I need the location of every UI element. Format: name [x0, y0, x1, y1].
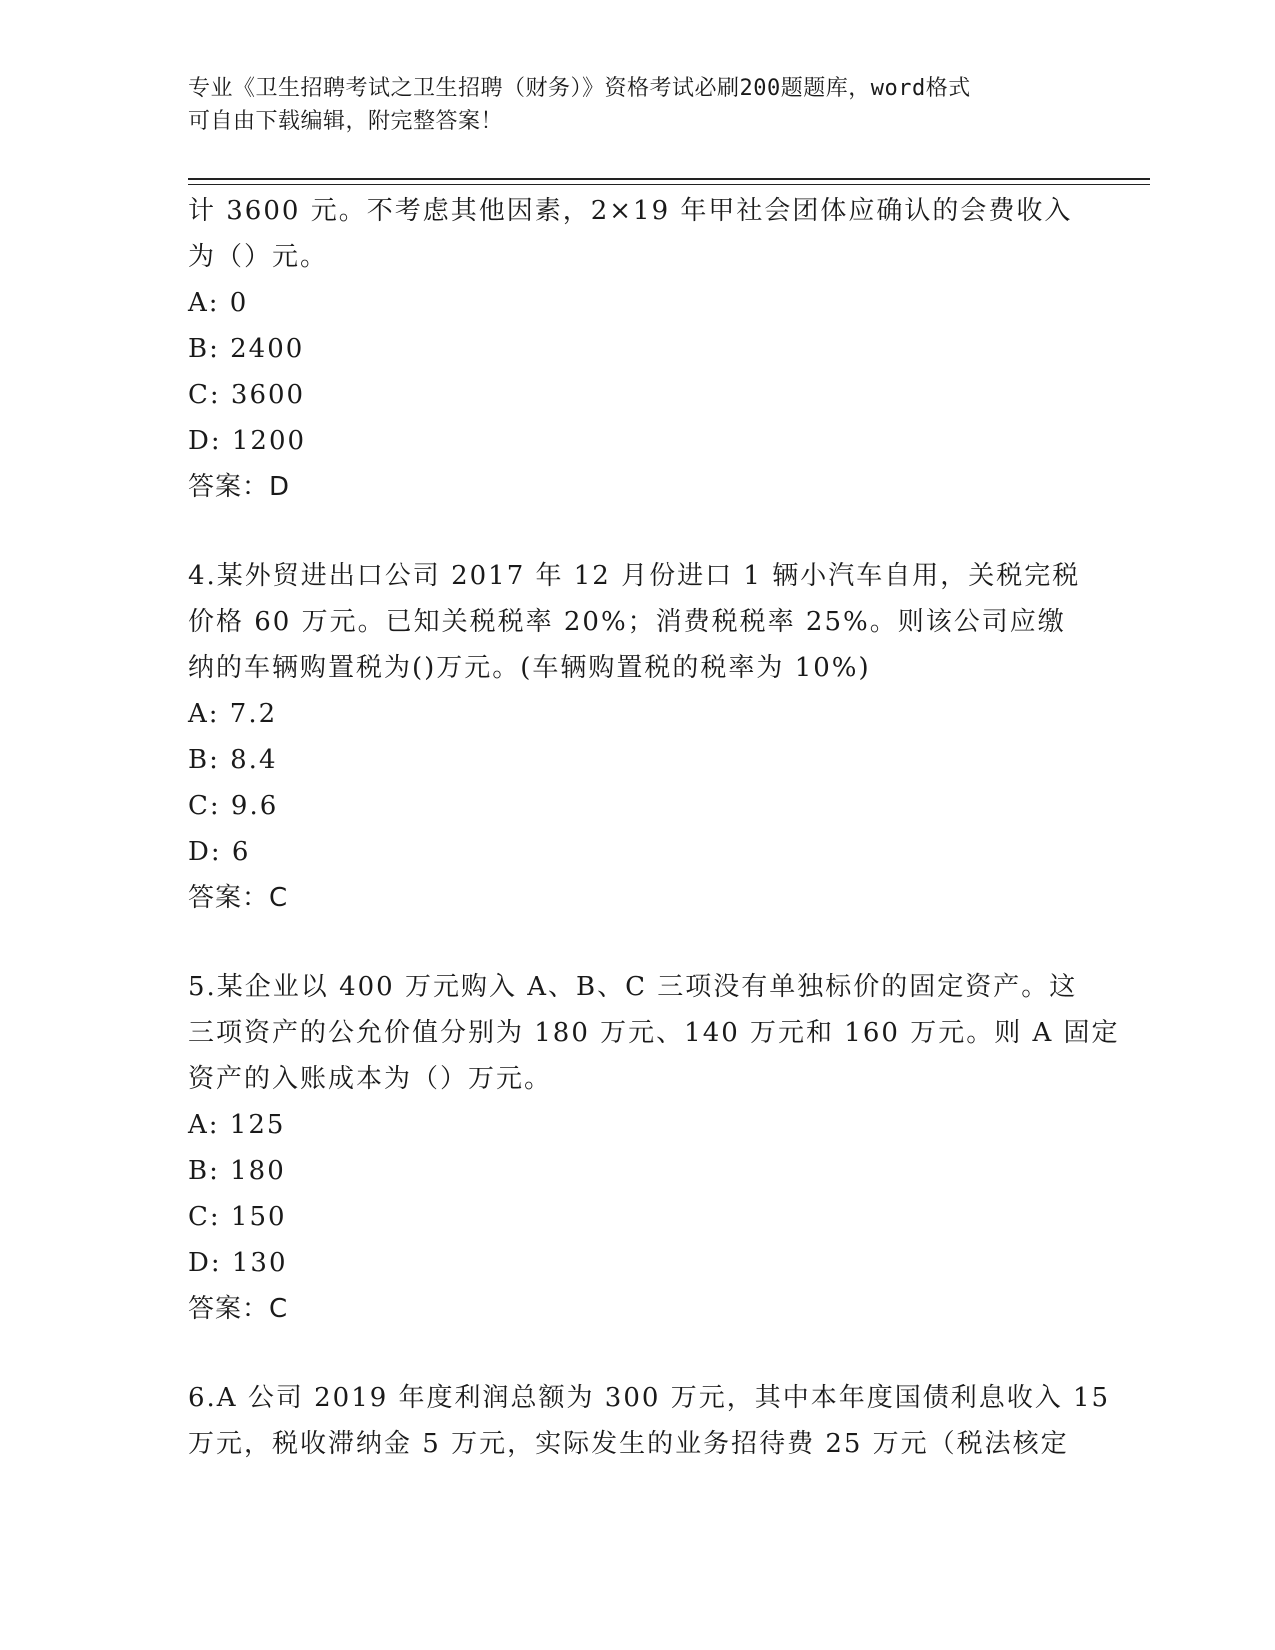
question-stem-line: 三项资产的公允价值分别为 180 万元、140 万元和 160 万元。则 A 固定: [188, 1018, 1120, 1048]
header-line-2: 可自由下载编辑，附完整答案！: [188, 109, 504, 134]
option-c: C: 9.6: [188, 791, 279, 821]
answer-label: 答案：C: [188, 883, 289, 913]
question-stem-line: 5.某企业以 400 万元购入 A、B、C 三项没有单独标价的固定资产。这: [188, 972, 1078, 1002]
option-a: A: 7.2: [188, 699, 278, 729]
question-stem-line: 资产的入账成本为（）万元。: [188, 1064, 553, 1094]
option-b: B: 180: [188, 1156, 286, 1186]
question-6: [188, 1375, 1111, 1467]
header-line-1: 专业《卫生招聘考试之卫生招聘（财务）》资格考试必刷200题题库，word格式: [188, 76, 971, 101]
option-d: D: 6: [188, 837, 251, 867]
question-4: [188, 553, 1088, 921]
header-divider-thin: [188, 184, 1150, 185]
question-stem-line: 万元，税收滞纳金 5 万元，实际发生的业务招待费 25 万元（税法核定: [188, 1429, 1069, 1459]
option-c: C: 3600: [188, 380, 306, 410]
question-3: [188, 188, 1088, 510]
answer-label: 答案：C: [188, 1294, 289, 1324]
answer-label: 答案：D: [188, 472, 291, 502]
option-a: A: 125: [188, 1110, 286, 1140]
document-body: [188, 188, 1120, 1467]
question-5: [188, 964, 1120, 1332]
question-stem-line: 纳的车辆购置税为()万元。(车辆购置税的税率为 10%): [188, 653, 871, 683]
question-stem-line: 为（）元。: [188, 242, 329, 272]
document-header: [188, 72, 1068, 138]
option-d: D: 130: [188, 1248, 288, 1278]
option-a: A: 0: [188, 288, 249, 318]
option-b: B: 2400: [188, 334, 305, 364]
option-c: C: 150: [188, 1202, 287, 1232]
question-stem-line: 6.A 公司 2019 年度利润总额为 300 万元，其中本年度国债利息收入 15: [188, 1383, 1111, 1413]
question-stem-line: 价格 60 万元。已知关税税率 20%；消费税税率 25%。则该公司应缴: [188, 607, 1066, 637]
option-b: B: 8.4: [188, 745, 278, 775]
question-stem-line: 4.某外贸进出口公司 2017 年 12 月份进口 1 辆小汽车自用，关税完税: [188, 561, 1081, 591]
header-divider-thick: [188, 178, 1150, 180]
option-d: D: 1200: [188, 426, 307, 456]
question-stem-line: 计 3600 元。不考虑其他因素，2×19 年甲社会团体应确认的会费收入: [188, 196, 1073, 226]
